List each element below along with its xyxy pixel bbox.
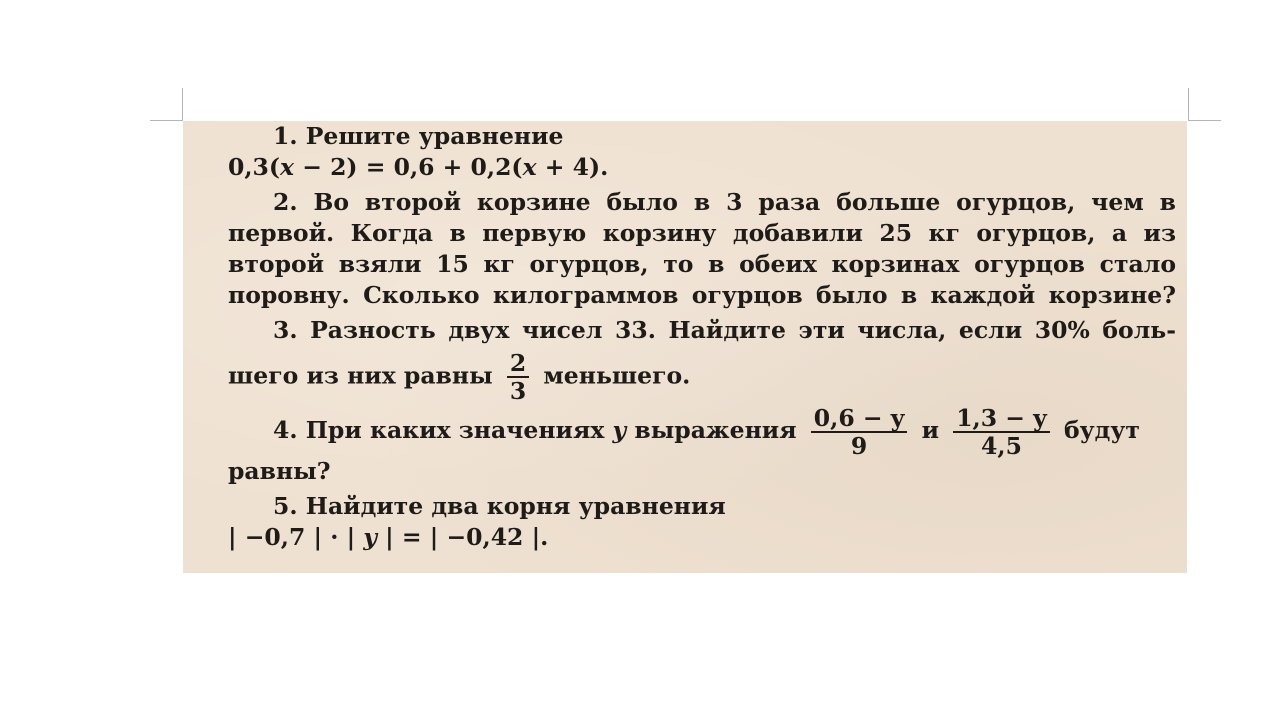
problem-4-line-1	[228, 403, 1176, 460]
problem-4-variable: y	[612, 416, 627, 444]
problem-4-text-c: будут	[1063, 416, 1140, 444]
fraction-denominator: 3	[509, 377, 527, 405]
crop-mark-left-vertical	[182, 88, 183, 121]
scanned-page	[183, 121, 1187, 573]
equation-part: + 4).	[536, 153, 609, 181]
equation-part: | = | −0,42 |.	[376, 523, 549, 551]
equation-part: − 2) = 0,6 + 0,2(	[294, 153, 523, 181]
problem-2-line-2: первой. Когда в первую корзину добавили 25 кг огурцов, а из	[228, 219, 1176, 247]
equation-part: 0,3(	[228, 153, 281, 181]
fraction-numerator: 1,3 − y	[953, 405, 1050, 433]
problem-5-number: 5.	[273, 492, 298, 520]
problem-2-line-1	[228, 187, 1176, 218]
problem-4-text-a: При каких значениях	[305, 416, 605, 444]
fraction-expression-1	[811, 405, 908, 459]
problem-1-title: Решите уравнение	[305, 122, 564, 150]
problem-2-line-3: второй взяли 15 кг огурцов, то в обеих корзинах огурцов стало	[228, 250, 1176, 278]
problem-4-text-b: выражения	[634, 416, 797, 444]
problem-5-title-line	[228, 491, 1176, 522]
crop-mark-right-vertical	[1188, 88, 1189, 121]
equation-part: | −0,7 | · |	[228, 523, 364, 551]
crop-mark-left-horizontal	[150, 120, 183, 121]
problem-3-text-2: шего из них равны	[228, 361, 493, 390]
problem-list	[228, 121, 1176, 553]
equation-variable: y	[363, 523, 377, 551]
problem-4-line-2: равны?	[228, 457, 331, 485]
problem-3-number: 3.	[273, 316, 298, 344]
problem-4-number: 4.	[273, 416, 298, 444]
fraction-expression-2	[953, 405, 1050, 459]
problem-1-title-line	[228, 121, 1176, 152]
problem-3-line-2	[228, 349, 1176, 405]
equation-variable: x	[522, 153, 537, 181]
problem-3-text-3: меньшего.	[543, 361, 691, 390]
problem-1-equation	[228, 152, 1176, 183]
problem-2-number: 2.	[273, 188, 298, 216]
fraction-denominator: 9	[850, 431, 868, 460]
fraction-two-thirds	[507, 350, 529, 404]
problem-3-line-1	[228, 315, 1176, 346]
problem-2-line-4: поровну. Сколько килограммов огурцов было в каждой корзине?	[228, 281, 1176, 309]
problem-3-text-1: Разность двух чисел 33. Найдите эти числа, если 30% боль-	[310, 316, 1176, 344]
crop-mark-right-horizontal	[1188, 120, 1221, 121]
problem-4-conjunction: и	[921, 416, 939, 444]
fraction-numerator: 2	[507, 350, 529, 378]
equation-variable: x	[280, 153, 295, 181]
problem-2-text-1: Во второй корзине было в 3 раза больше огурцов, чем в	[313, 188, 1176, 216]
problem-1-number: 1.	[273, 122, 298, 150]
problem-5-title: Найдите два корня уравнения	[305, 492, 726, 520]
problem-5-equation	[228, 522, 1176, 553]
fraction-denominator: 4,5	[981, 431, 1022, 460]
fraction-numerator: 0,6 − y	[811, 405, 908, 433]
